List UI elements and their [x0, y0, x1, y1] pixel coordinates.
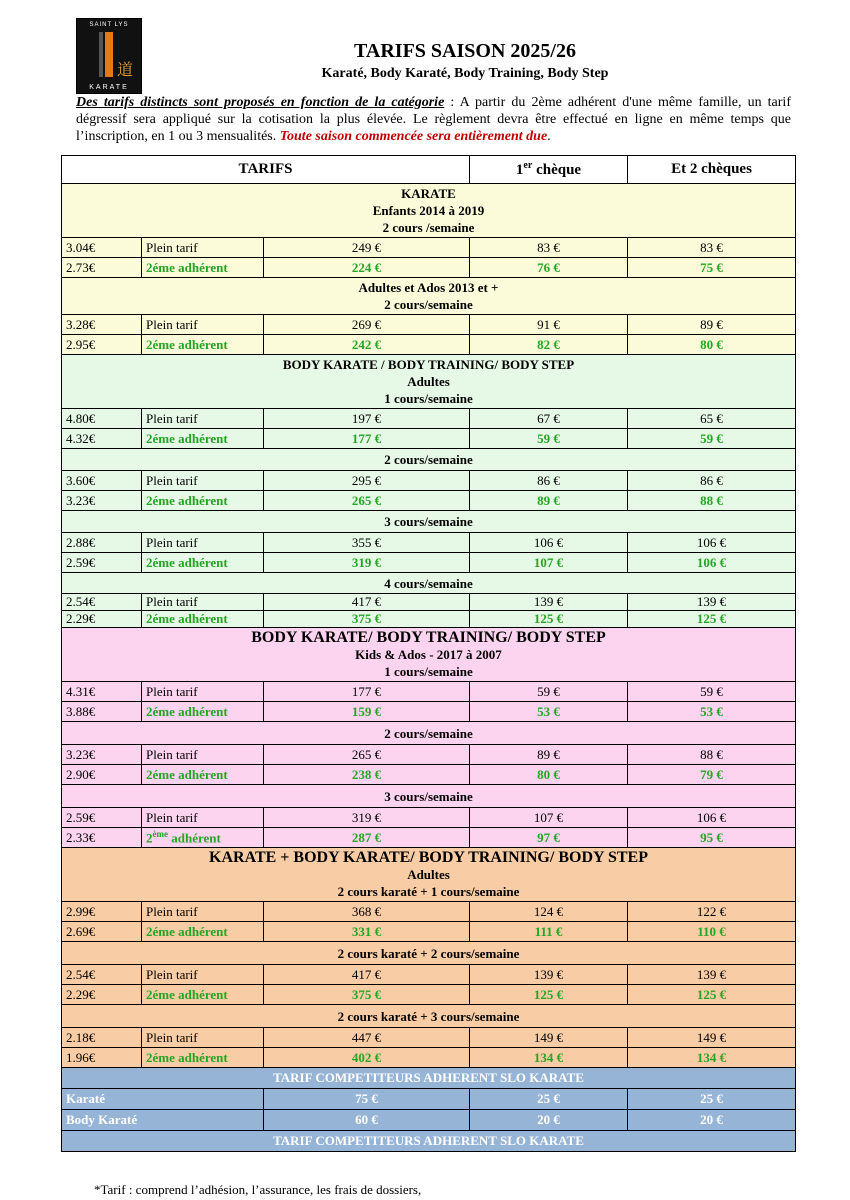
table-cell: 1.96€ [62, 1048, 142, 1068]
table-cell: 139 € [470, 965, 628, 985]
table-cell: 59 € [470, 429, 628, 449]
table-cell: Plein tarif [142, 1028, 264, 1048]
table-cell: KARATE Enfants 2014 à 2019 2 cours /semaine [62, 184, 796, 238]
table-cell: 3 cours/semaine [62, 785, 796, 808]
table-cell: 125 € [628, 985, 796, 1005]
table-cell: 88 € [628, 491, 796, 511]
table-cell: 2éme adhérent [142, 702, 264, 722]
table-cell: 20 € [628, 1110, 796, 1131]
table-cell: BODY KARATE / BODY TRAINING/ BODY STEP Adultes 1 cours/semaine [62, 355, 796, 409]
footnote: *Tarif : comprend l’adhésion, l’assurance, les frais de dossiers, [94, 1182, 422, 1197]
section-header [62, 628, 796, 682]
table-cell: 139 € [470, 594, 628, 611]
table-cell: Plein tarif [142, 808, 264, 828]
section-header [62, 184, 796, 238]
table-row [62, 611, 796, 628]
table-cell: 224 € [264, 258, 470, 278]
table-cell: Plein tarif [142, 902, 264, 922]
table-cell: 106 € [470, 533, 628, 553]
table-cell: 2.18€ [62, 1028, 142, 1048]
table-cell: 53 € [470, 702, 628, 722]
header-cheque2: Et 2 chèques [628, 156, 796, 184]
table-cell: 125 € [470, 611, 628, 628]
table-cell: 83 € [628, 238, 796, 258]
table-cell: 2éme adhérent [142, 1048, 264, 1068]
table-cell: 53 € [628, 702, 796, 722]
table-row [62, 594, 796, 611]
intro-text: : A partir du 2ème adhérent d'une même famille, un tarif dégressif sera appliqué sur la cotisation la plus élevée. Le règlement devra être effectué en ligne en même temps que l’inscription, en 1 ou 3 mensualités. [76, 95, 791, 144]
logo-stripe [99, 32, 103, 77]
table-cell: 125 € [470, 985, 628, 1005]
table-row [62, 808, 796, 828]
table-cell: 60 € [264, 1110, 470, 1131]
table-cell: 110 € [628, 922, 796, 942]
table-cell: 89 € [470, 745, 628, 765]
table-cell: 3.23€ [62, 745, 142, 765]
table-row [62, 553, 796, 573]
table-row [62, 702, 796, 722]
table-row [62, 429, 796, 449]
competiteurs-footer [62, 1131, 796, 1152]
table-cell: 2 cours/semaine [62, 722, 796, 745]
section-header [62, 942, 796, 965]
table-cell: 79 € [628, 765, 796, 785]
table-cell: Plein tarif [142, 745, 264, 765]
table-cell: TARIF COMPETITEURS ADHERENT SLO KARATE [62, 1131, 796, 1152]
table-row [62, 828, 796, 848]
table-cell: 447 € [264, 1028, 470, 1048]
table-cell: 20 € [470, 1110, 628, 1131]
table-cell: 2.99€ [62, 902, 142, 922]
table-row [62, 1028, 796, 1048]
table-cell: 4.32€ [62, 429, 142, 449]
table-cell: 4.31€ [62, 682, 142, 702]
section-header [62, 355, 796, 409]
intro-end: . [547, 129, 551, 144]
table-row [62, 1110, 796, 1131]
table-row [62, 1089, 796, 1110]
table-row [62, 238, 796, 258]
table-cell: Plein tarif [142, 471, 264, 491]
table-cell: 159 € [264, 702, 470, 722]
table-cell: 375 € [264, 611, 470, 628]
table-cell: 65 € [628, 409, 796, 429]
table-cell: 2.90€ [62, 765, 142, 785]
table-cell: 2.95€ [62, 335, 142, 355]
section-header [62, 785, 796, 808]
table-cell: 97 € [470, 828, 628, 848]
table-row [62, 985, 796, 1005]
table-cell: 177 € [264, 682, 470, 702]
table-cell: 355 € [264, 533, 470, 553]
table-row [62, 335, 796, 355]
table-cell: 25 € [470, 1089, 628, 1110]
table-cell: 402 € [264, 1048, 470, 1068]
table-cell: 242 € [264, 335, 470, 355]
table-row [62, 471, 796, 491]
table-cell: 83 € [470, 238, 628, 258]
table-cell: 265 € [264, 491, 470, 511]
table-cell: Body Karaté [62, 1110, 264, 1131]
table-cell: 59 € [628, 429, 796, 449]
table-row [62, 491, 796, 511]
table-cell: 3.23€ [62, 491, 142, 511]
table-cell: 2.88€ [62, 533, 142, 553]
table-cell: 238 € [264, 765, 470, 785]
table-cell: 75 € [628, 258, 796, 278]
table-cell: 2 cours/semaine [62, 449, 796, 471]
table-cell: 95 € [628, 828, 796, 848]
table-cell: 3.60€ [62, 471, 142, 491]
table-cell: 3.28€ [62, 315, 142, 335]
table-cell: 2.59€ [62, 553, 142, 573]
table-cell: 2.69€ [62, 922, 142, 942]
club-logo [76, 18, 142, 94]
table-cell: 2ème adhérent [142, 828, 264, 848]
table-cell: 2éme adhérent [142, 553, 264, 573]
table-cell: 2.59€ [62, 808, 142, 828]
table-cell: 287 € [264, 828, 470, 848]
table-cell: 3.88€ [62, 702, 142, 722]
table-cell: 86 € [628, 471, 796, 491]
table-cell: 417 € [264, 594, 470, 611]
section-header [62, 573, 796, 594]
header-tarifs: TARIFS [62, 156, 470, 184]
table-cell: Plein tarif [142, 594, 264, 611]
table-cell: 2éme adhérent [142, 429, 264, 449]
table-cell: 265 € [264, 745, 470, 765]
table-cell: 2.54€ [62, 965, 142, 985]
table-cell: 107 € [470, 808, 628, 828]
table-cell: 2.54€ [62, 594, 142, 611]
table-cell: 139 € [628, 594, 796, 611]
page-subtitle: Karaté, Body Karaté, Body Training, Body Step [321, 66, 609, 81]
table-row [62, 745, 796, 765]
table-cell: 91 € [470, 315, 628, 335]
section-header [62, 278, 796, 315]
table-row [62, 765, 796, 785]
table-cell: 2éme adhérent [142, 611, 264, 628]
table-cell: KARATE + BODY KARATE/ BODY TRAINING/ BODY STEP Adultes 2 cours karaté + 1 cours/semaine [62, 848, 796, 902]
table-cell: 2.29€ [62, 611, 142, 628]
table-cell: 106 € [628, 553, 796, 573]
table-cell: 2.29€ [62, 985, 142, 1005]
table-cell: 331 € [264, 922, 470, 942]
table-header [62, 156, 796, 184]
table-cell: 124 € [470, 902, 628, 922]
section-header [62, 1005, 796, 1028]
table-cell: 149 € [628, 1028, 796, 1048]
table-cell: 417 € [264, 965, 470, 985]
table-cell: 88 € [628, 745, 796, 765]
table-cell: 59 € [628, 682, 796, 702]
logo-belt [105, 32, 113, 77]
table-cell: 249 € [264, 238, 470, 258]
table-cell: 4 cours/semaine [62, 573, 796, 594]
table-cell: Adultes et Ados 2013 et + 2 cours/semaine [62, 278, 796, 315]
table-cell: 2éme adhérent [142, 335, 264, 355]
table-cell: 89 € [470, 491, 628, 511]
logo-top-text: SAINT LYS [89, 22, 129, 28]
competiteurs-header [62, 1068, 796, 1089]
table-cell: Karaté [62, 1089, 264, 1110]
table-cell: 3.04€ [62, 238, 142, 258]
intro-underlined: Des tarifs distincts sont proposés en fonction de la catégorie [76, 95, 445, 110]
table-cell: 76 € [470, 258, 628, 278]
table-cell: 197 € [264, 409, 470, 429]
table-cell: 269 € [264, 315, 470, 335]
table-cell: 149 € [470, 1028, 628, 1048]
table-cell: 2éme adhérent [142, 765, 264, 785]
table-cell: 67 € [470, 409, 628, 429]
table-cell: 82 € [470, 335, 628, 355]
table-cell: 3 cours/semaine [62, 511, 796, 533]
table-cell: 86 € [470, 471, 628, 491]
table-row [62, 902, 796, 922]
table-cell: BODY KARATE/ BODY TRAINING/ BODY STEP Kids & Ados - 2017 à 2007 1 cours/semaine [62, 628, 796, 682]
table-row [62, 1048, 796, 1068]
table-cell: 111 € [470, 922, 628, 942]
table-cell: 2.33€ [62, 828, 142, 848]
table-cell: 2éme adhérent [142, 491, 264, 511]
intro-paragraph [76, 94, 791, 145]
table-row [62, 409, 796, 429]
table-cell: 2éme adhérent [142, 922, 264, 942]
table-cell: 319 € [264, 808, 470, 828]
table-cell: Plein tarif [142, 409, 264, 429]
intro-red: Toute saison commencée sera entièrement due [279, 129, 548, 144]
table-row [62, 258, 796, 278]
table-cell: 4.80€ [62, 409, 142, 429]
table-cell: 122 € [628, 902, 796, 922]
section-header [62, 722, 796, 745]
table-row [62, 533, 796, 553]
table-row [62, 315, 796, 335]
table-cell: 319 € [264, 553, 470, 573]
table-cell: 375 € [264, 985, 470, 1005]
page-title: TARIFS SAISON 2025/26 [354, 40, 576, 62]
table-cell: 2éme adhérent [142, 985, 264, 1005]
logo-bottom-text: KARATE [89, 84, 129, 91]
table-cell: 89 € [628, 315, 796, 335]
table-cell: Plein tarif [142, 238, 264, 258]
section-header [62, 848, 796, 902]
table-row [62, 922, 796, 942]
logo-glyph: 道 [117, 62, 134, 79]
table-cell: Plein tarif [142, 965, 264, 985]
table-cell: 2éme adhérent [142, 258, 264, 278]
table-cell: 2.73€ [62, 258, 142, 278]
table-cell: TARIF COMPETITEURS ADHERENT SLO KARATE [62, 1068, 796, 1089]
table-cell: 134 € [470, 1048, 628, 1068]
table-cell: 2 cours karaté + 3 cours/semaine [62, 1005, 796, 1028]
tariff-table [61, 155, 796, 1152]
table-cell: 368 € [264, 902, 470, 922]
table-cell: 80 € [470, 765, 628, 785]
section-header [62, 449, 796, 471]
table-cell: 107 € [470, 553, 628, 573]
table-cell: Plein tarif [142, 315, 264, 335]
table-cell: Plein tarif [142, 682, 264, 702]
table-row [62, 965, 796, 985]
table-cell: 295 € [264, 471, 470, 491]
table-cell: 59 € [470, 682, 628, 702]
table-cell: 106 € [628, 808, 796, 828]
section-header [62, 511, 796, 533]
table-row [62, 682, 796, 702]
table-cell: 75 € [264, 1089, 470, 1110]
table-cell: Plein tarif [142, 533, 264, 553]
table-cell: 134 € [628, 1048, 796, 1068]
table-cell: 106 € [628, 533, 796, 553]
table-cell: 125 € [628, 611, 796, 628]
table-cell: 80 € [628, 335, 796, 355]
table-cell: 2 cours karaté + 2 cours/semaine [62, 942, 796, 965]
table-cell: 25 € [628, 1089, 796, 1110]
table-cell: 139 € [628, 965, 796, 985]
table-cell: 177 € [264, 429, 470, 449]
header-cheque1: 1er chèque [470, 156, 628, 184]
